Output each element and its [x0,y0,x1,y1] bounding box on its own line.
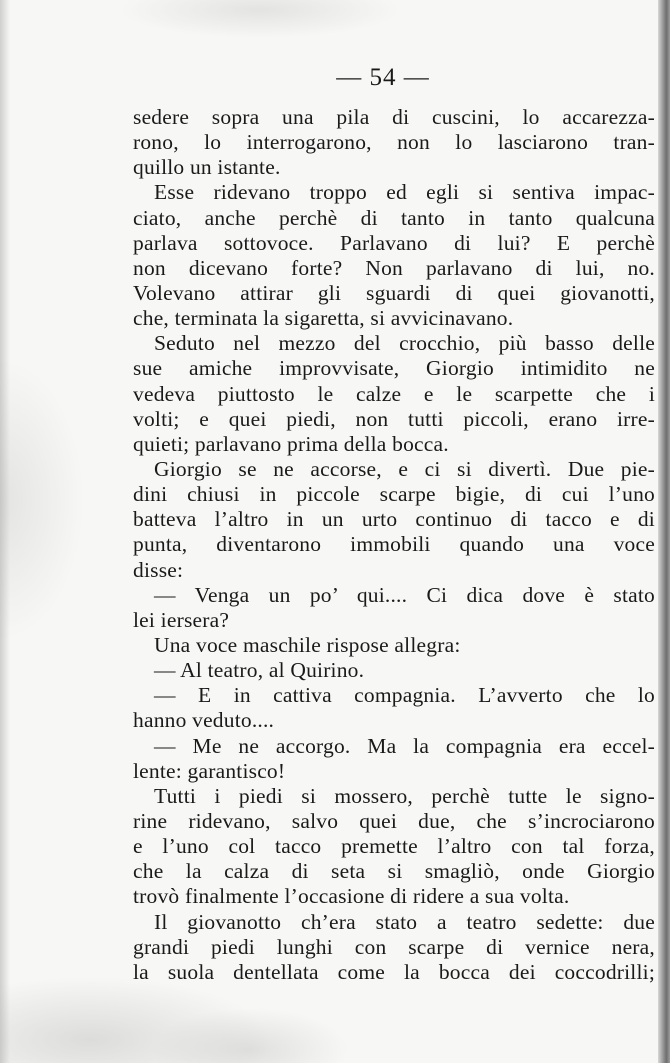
text-line: rono, lo interrogarono, non lo lasciarono tran- [133,130,655,155]
text-line: rine ridevano, salvo quei due, che s’incrociarono [133,808,655,833]
text-line: punta, diventarono immobili quando una voce [133,532,655,557]
text-line: hanno veduto.... [133,708,275,733]
text-line: lei iersera? [133,607,230,632]
text-line: la suola dentellata come la bocca dei coccodrilli; [133,959,655,984]
text-line: Volevano attirar gli sguardi di quei giovanotti, [133,280,655,305]
text-line: batteva l’altro in un urto continuo di tacco e di [133,507,655,532]
text-line: che la calza di seta si smagliò, onde Giorgio [133,859,655,884]
page-left-shadow [0,0,10,1063]
text-line: che, terminata la sigaretta, si avvicinavano. [133,306,514,331]
text-line: Giorgio se ne accorse, e ci si divertì. Due pie- [154,456,655,481]
page-binding-edge [658,0,670,1063]
page-number: — 54 — [336,64,430,91]
text-line: sedere sopra una pila di cuscini, lo accarezza- [133,105,655,129]
text-line: Il giovanotto ch’era stato a teatro sedette: due [154,909,655,934]
body-text [133,105,655,985]
text-line: Una voce maschile rispose allegra: [154,632,461,657]
text-line: dini chiusi in piccole scarpe bigie, di cui l’uno [133,482,655,507]
text-line: volti; e quei piedi, non tutti piccoli, erano irre- [133,406,655,431]
text-line: sue amiche improvvisate, Giorgio intimidito ne [133,356,655,381]
text-line: — E in cattiva compagnia. L’avverto che lo [154,683,655,708]
text-line: non dicevano forte? Non parlavano di lui, no. [133,255,655,280]
text-line: grandi piedi lunghi con scarpe di vernice nera, [133,934,655,959]
text-line: vedeva piuttosto le calze e le scarpette che i [133,381,655,406]
text-line: — Me ne accorgo. Ma la compagnia era eccel- [154,733,655,758]
text-line: lente: garantisco! [133,758,286,783]
text-line: — Al teatro, al Quirino. [154,658,365,683]
text-line: ciato, anche perchè di tanto in tanto qualcuna [133,205,655,230]
text-line: disse: [133,557,184,582]
text-line: e l’uno col tacco premette l’altro con tal forza, [133,834,655,859]
text-line: Tutti i piedi si mossero, perchè tutte le signo- [154,783,655,808]
text-line: quillo un istante. [133,155,281,180]
text-line: quieti; parlavano prima della bocca. [133,431,449,456]
text-line: trovò finalmente l’occasione di ridere a sua volta. [133,884,570,909]
text-line: — Venga un po’ qui.... Ci dica dove è stato [154,582,655,607]
text-line: Esse ridevano troppo ed egli si sentiva impac- [154,180,655,205]
text-line: Seduto nel mezzo del crocchio, più basso delle [154,331,655,356]
text-line: parlava sottovoce. Parlavano di lui? E perchè [133,230,655,255]
